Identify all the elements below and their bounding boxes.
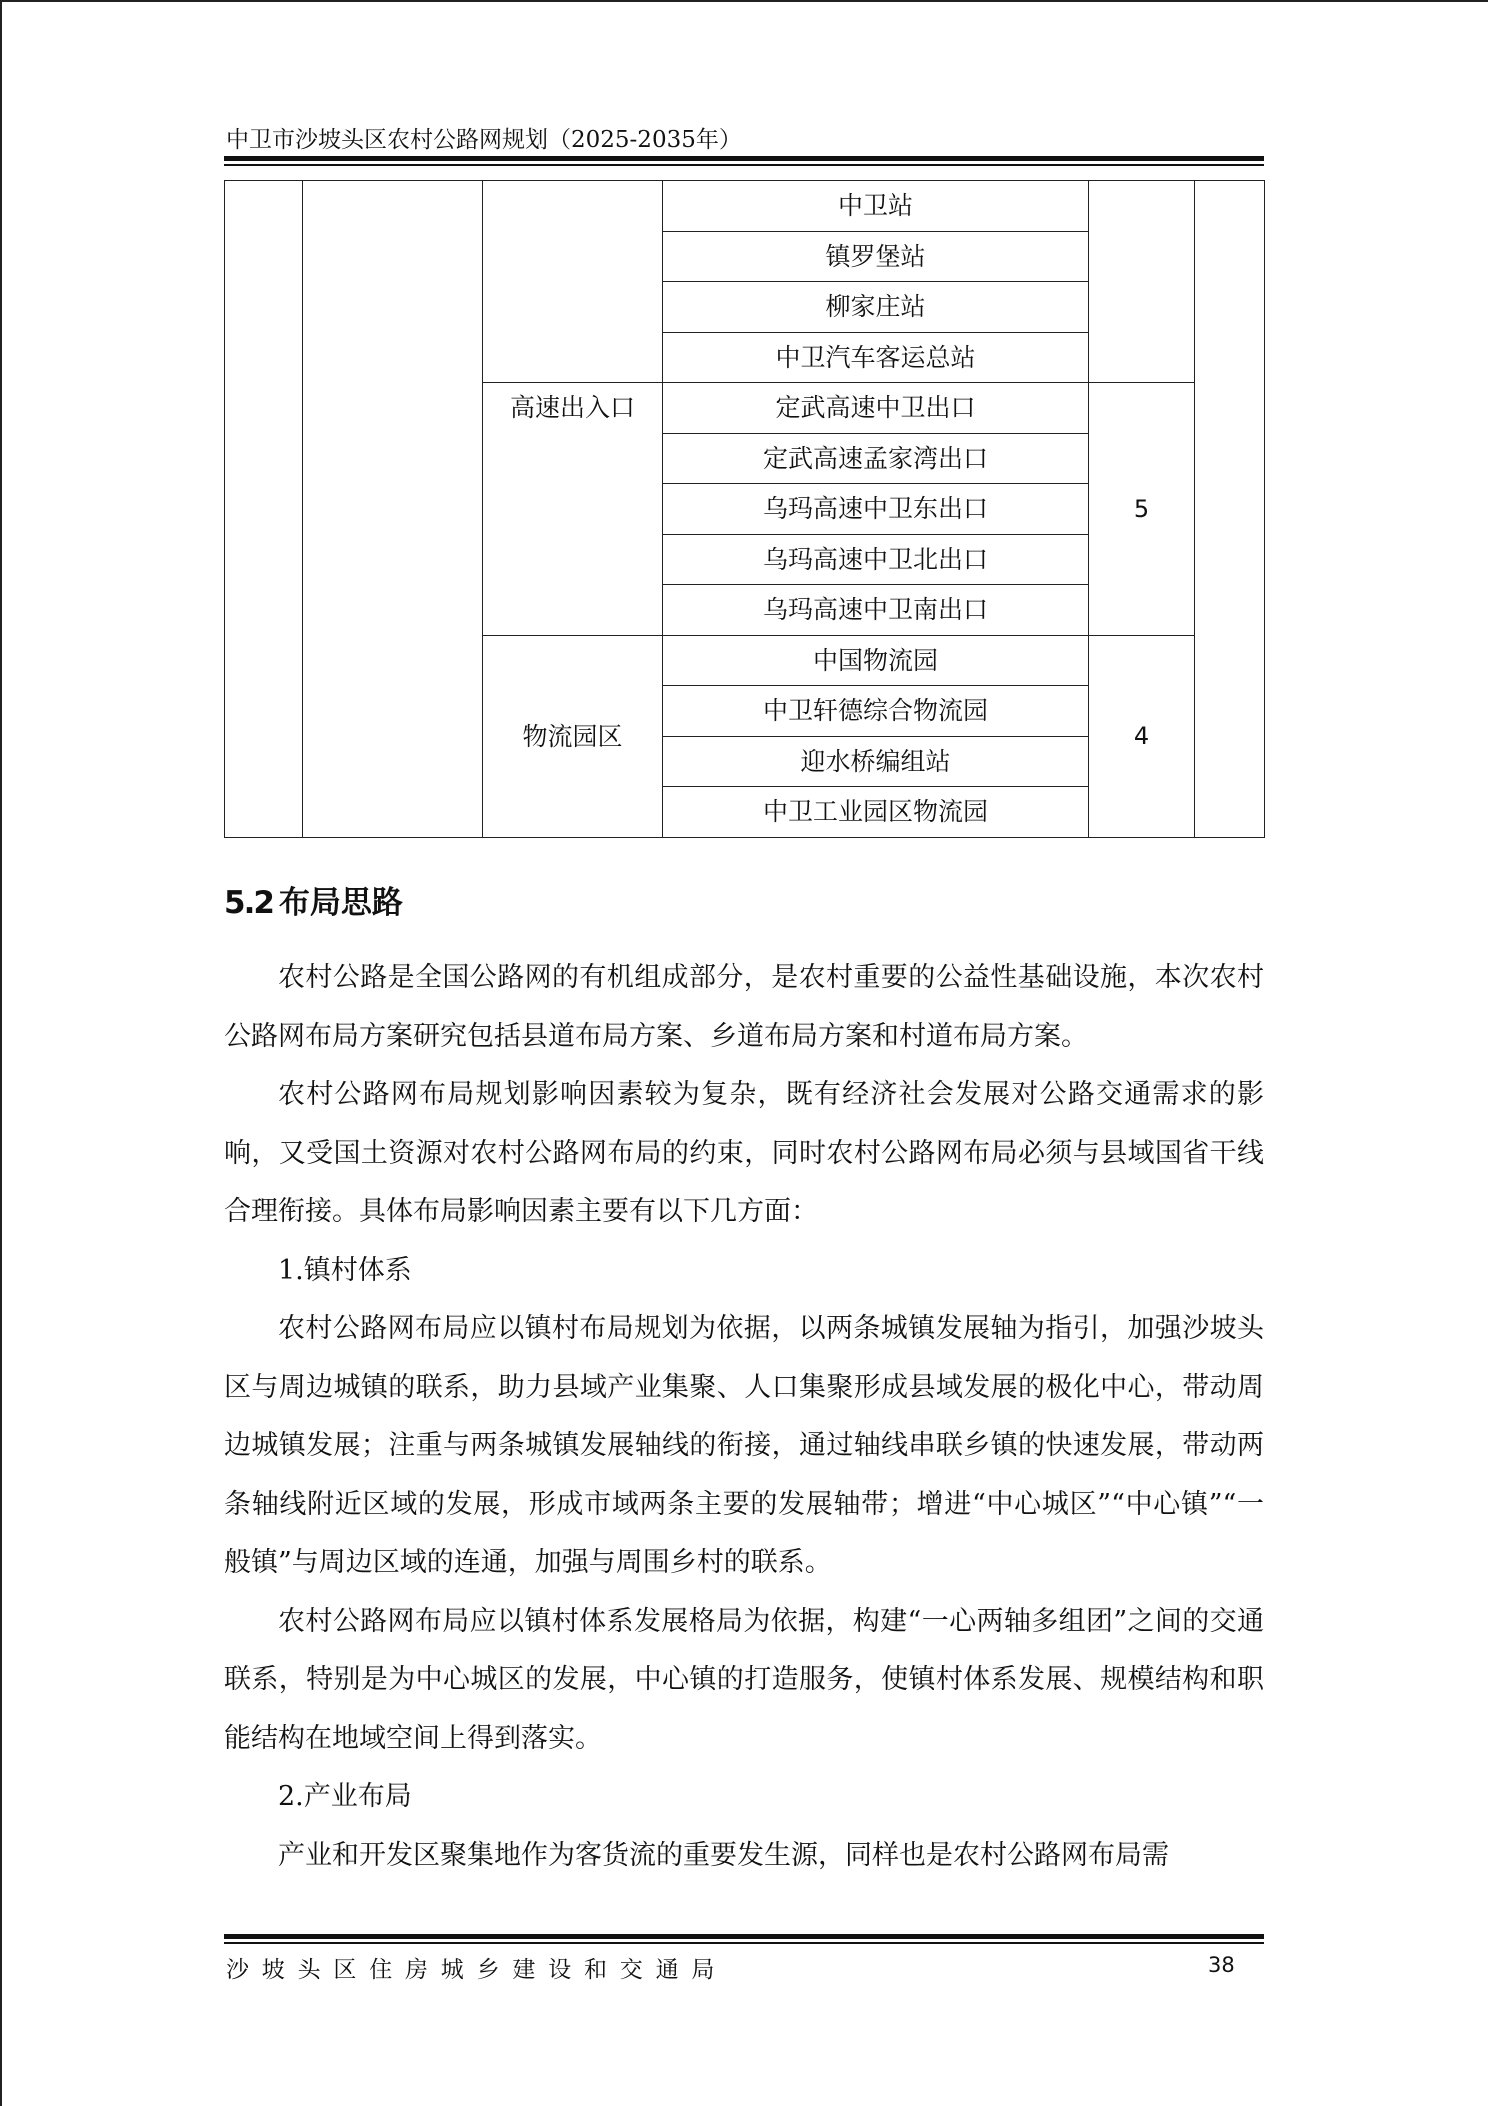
category-highway-exits: 高速出入口 [483, 383, 663, 636]
highway-exit-name: 乌玛高速中卫东出口 [663, 484, 1089, 535]
station-name: 柳家庄站 [663, 282, 1089, 333]
section-heading [224, 877, 403, 922]
station-name: 中卫汽车客运总站 [663, 332, 1089, 383]
table-cell-empty [225, 181, 303, 838]
logistics-park-name: 中国物流园 [663, 635, 1089, 686]
paragraph: 农村公路网布局应以镇村布局规划为依据，以两条城镇发展轴为指引，加强沙坡头区与周边城镇的联系，助力县域产业集聚、人口集聚形成县域发展的极化中心，带动周边城镇发展；注重与两条城镇发展轴线的衔接，通过轴线串联乡镇的快速发展，带动两条轴线附近区域的发展，形成市域两条主要的发展轴带；增进“中心城区”“中心镇”“一般镇”与周边区域的连通，加强与周围乡村的联系。 [224, 1313, 1264, 1578]
facility-table [224, 180, 1265, 838]
table-row [225, 181, 1265, 232]
running-header-title: 中卫市沙坡头区农村公路网规划（2025-2035年） [226, 127, 742, 153]
footer-rule-thin [224, 1942, 1264, 1944]
table-cell-empty [303, 181, 483, 838]
body-text [224, 949, 1264, 1885]
header-rule-thin [224, 164, 1264, 166]
paragraph: 农村公路网布局规划影响因素较为复杂，既有经济社会发展对公路交通需求的影响，又受国土资源对农村公路网布局的约束，同时农村公路网布局必须与县域国省干线合理衔接。具体布局影响因素主要有以下几方面： [224, 1079, 1264, 1227]
page-number: 38 [1208, 1953, 1235, 1977]
logistics-park-name: 中卫轩德综合物流园 [663, 686, 1089, 737]
logistics-park-name: 中卫工业园区物流园 [663, 787, 1089, 838]
table-cell-category [483, 181, 663, 383]
highway-exit-name: 乌玛高速中卫北出口 [663, 534, 1089, 585]
logistics-park-count: 4 [1089, 635, 1195, 837]
station-name: 镇罗堡站 [663, 231, 1089, 282]
highway-exit-name: 定武高速中卫出口 [663, 383, 1089, 434]
subheading-industrial-layout: 2.产业布局 [278, 1781, 412, 1812]
table-cell-empty [1195, 181, 1265, 838]
highway-exit-name: 乌玛高速中卫南出口 [663, 585, 1089, 636]
section-number: 5.2 [224, 885, 273, 921]
table-cell-count [1089, 181, 1195, 383]
logistics-park-name: 迎水桥编组站 [663, 736, 1089, 787]
section-title: 布局思路 [278, 885, 403, 921]
paragraph: 农村公路是全国公路网的有机组成部分，是农村重要的公益性基础设施，本次农村公路网布局方案研究包括县道布局方案、乡道布局方案和村道布局方案。 [224, 962, 1264, 1052]
highway-exit-name: 定武高速孟家湾出口 [663, 433, 1089, 484]
footer-organization: 沙坡头区住房城乡建设和交通局 [226, 1957, 728, 1983]
paragraph: 农村公路网布局应以镇村体系发展格局为依据，构建“一心两轴多组团”之间的交通联系，特别是为中心城区的发展，中心镇的打造服务，使镇村体系发展、规模结构和职能结构在地域空间上得到落实。 [224, 1605, 1264, 1754]
station-name: 中卫站 [663, 181, 1089, 232]
paragraph: 产业和开发区聚集地作为客货流的重要发生源，同样也是农村公路网布局需 [278, 1839, 1169, 1871]
header-rule-thick [224, 156, 1264, 161]
category-logistics-parks: 物流园区 [483, 635, 663, 837]
footer-rule-thick [224, 1934, 1264, 1939]
subheading-town-village-system: 1.镇村体系 [278, 1254, 412, 1286]
highway-exit-count: 5 [1089, 383, 1195, 636]
